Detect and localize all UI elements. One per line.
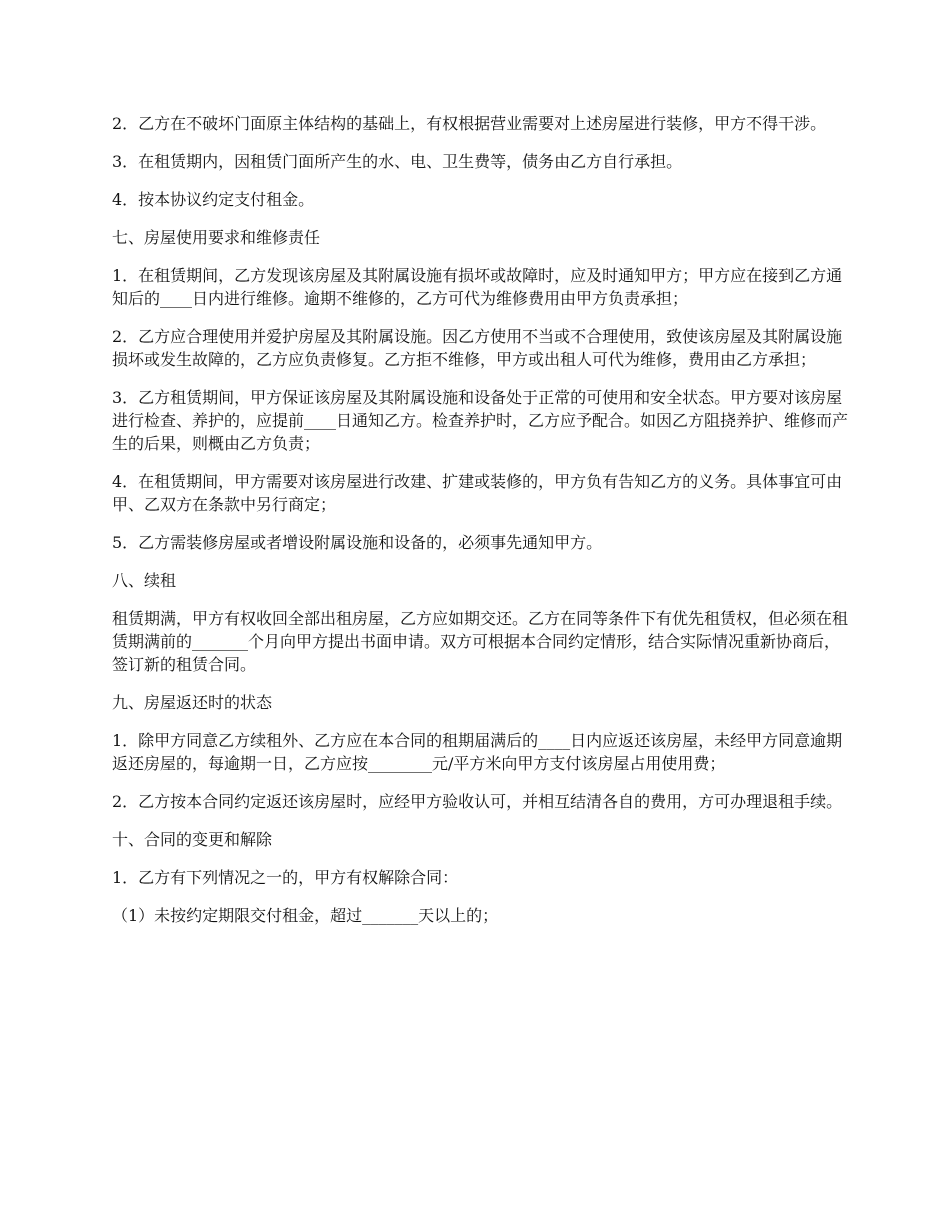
paragraph: 5．乙方需装修房屋或者增设附属设施和设备的，必须事先通知甲方。: [112, 533, 603, 552]
paragraph: （1）未按约定期限交付租金，超过_______天以上的；: [112, 906, 499, 925]
paragraph: 2．乙方在不破坏门面原主体结构的基础上，有权根据营业需要对上述房屋进行装修，甲方不得干涉。: [112, 114, 827, 133]
paragraph: 2．乙方按本合同约定返还该房屋时，应经甲方验收认可，并相互结清各自的费用，方可办理退租手续。: [112, 792, 843, 811]
paragraph: 1．在租赁期间，乙方发现该房屋及其附属设施有损坏或故障时，应及时通知甲方；甲方应在接到乙方通知后的____日内进行维修。逾期不维修的，乙方可代为维修费用由甲方负责承担；: [112, 266, 843, 308]
paragraph: 租赁期满，甲方有权收回全部出租房屋，乙方应如期交还。乙方在同等条件下有优先租赁权，但必须在租赁期满前的_______个月向甲方提出书面申请。双方可根据本合同约定情形，结合实际情况重新协商后，签订新的租赁合同。: [112, 609, 849, 674]
paragraph: 3．乙方租赁期间，甲方保证该房屋及其附属设施和设备处于正常的可使用和安全状态。甲方要对该房屋进行检查、养护的，应提前____日通知乙方。检查养护时，乙方应予配合。如因乙方阻挠养护、维修而产生的后果，则概由乙方负责；: [112, 388, 849, 453]
section-heading: 九、房屋返还时的状态: [112, 693, 273, 712]
paragraph: 1．乙方有下列情况之一的，甲方有权解除合同：: [112, 868, 459, 887]
document-body: [112, 112, 852, 942]
section-heading: 八、续租: [112, 571, 177, 590]
paragraph: 3．在租赁期内，因租赁门面所产生的水、电、卫生费等，债务由乙方自行承担。: [112, 152, 683, 171]
paragraph: 1．除甲方同意乙方续租外、乙方应在本合同的租期届满后的____日内应返还该房屋，未经甲方同意逾期返还房屋的，每逾期一日，乙方应按________元/平方米向甲方支付该房屋占用使用费；: [112, 731, 843, 773]
section-heading: 七、房屋使用要求和维修责任: [112, 228, 321, 247]
section-heading: 十、合同的变更和解除: [112, 830, 273, 849]
paragraph: 2．乙方应合理使用并爱护房屋及其附属设施。因乙方使用不当或不合理使用，致使该房屋及其附属设施损坏或发生故障的，乙方应负责修复。乙方拒不维修，甲方或出租人可代为维修，费用由乙方承担；: [112, 327, 843, 369]
paragraph: 4．在租赁期间，甲方需要对该房屋进行改建、扩建或装修的，甲方负有告知乙方的义务。具体事宜可由甲、乙双方在条款中另行商定；: [112, 472, 843, 514]
paragraph: 4．按本协议约定支付租金。: [112, 190, 315, 209]
